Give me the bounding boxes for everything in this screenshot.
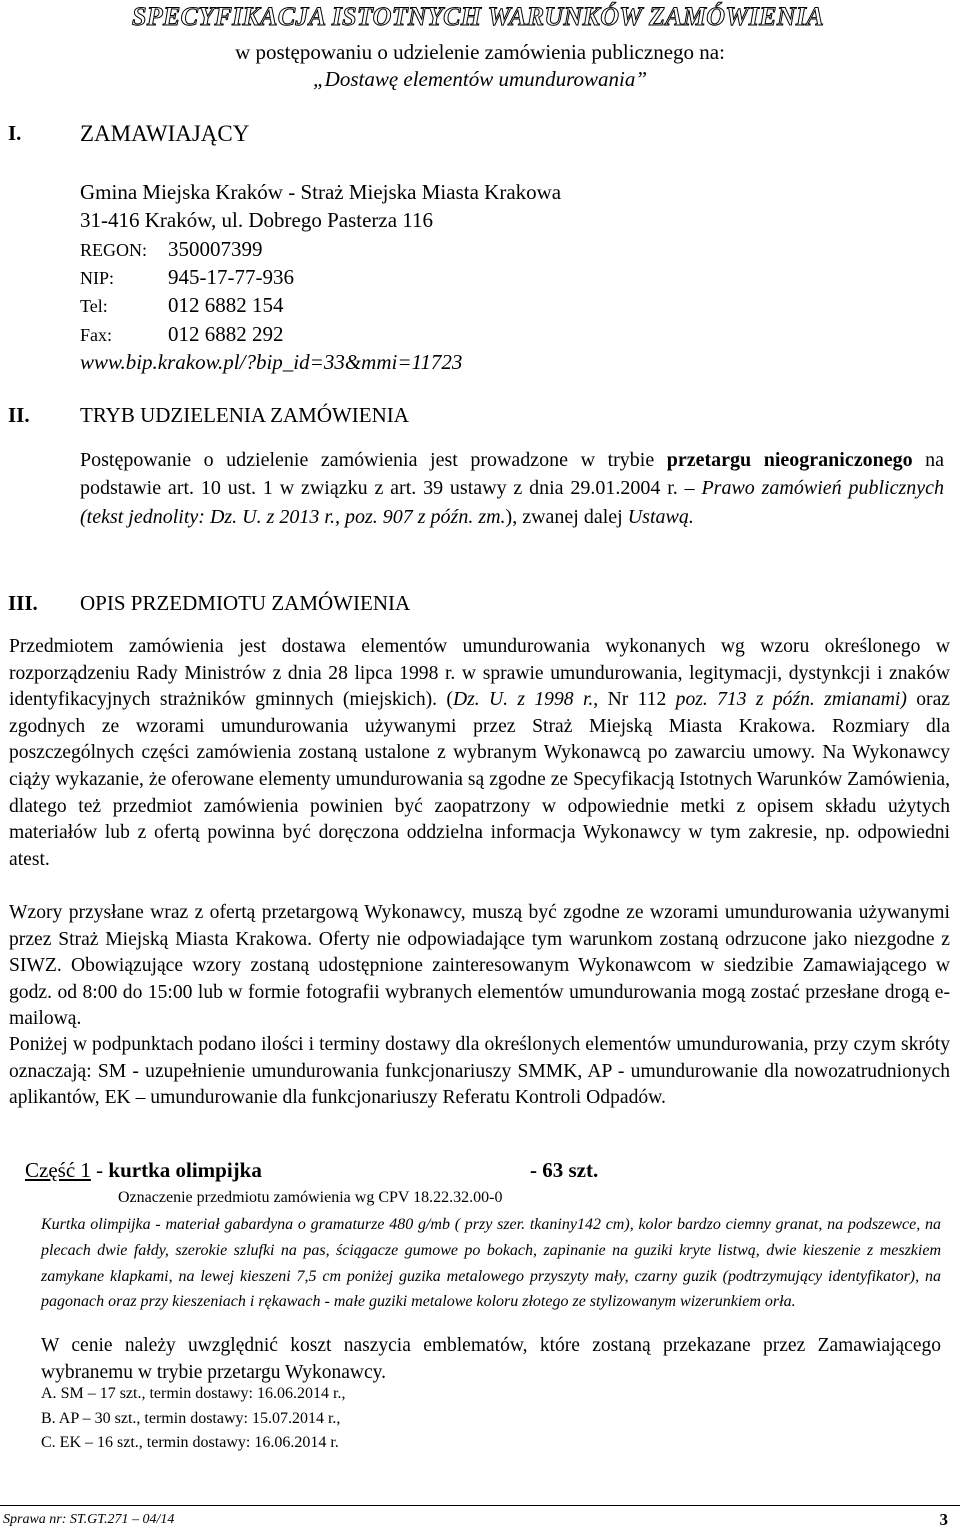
p1-part-c: , Nr 112	[593, 689, 676, 711]
tel-label: Tel:	[80, 296, 108, 316]
footer-page-number: 3	[939, 1510, 948, 1529]
tel-value: 012 6882 154	[168, 293, 284, 317]
document-subtitle: w postępowaniu o udzielenie zamówienia publicznego na:	[235, 40, 725, 64]
section-3-paragraph-2: Wzory przysłane wraz z ofertą przetargową Wykonawcy, muszą być zgodne ze wzorami umundurowania używanymi przez Straż Miejską Miasta Krakowa. Oferty nie odpowiadające tym warunkom zostaną odrzucone jako niezgodne z SIWZ. Obowiązujące wzory zostaną udostępnione zainteresowanym Wykonawcom w siedzibie Zamawiającego w godz. od 8:00 do 15:00 lub w formie fotografii wybranych elementów umundurowania mogą zostać przesłane drogą e-mailową.	[9, 902, 950, 1030]
regon-row	[80, 237, 263, 262]
nip-label: NIP:	[80, 268, 115, 288]
part-1-label: Część 1	[25, 1158, 91, 1182]
contracting-authority-name: Gmina Miejska Kraków - Straż Miejska Miasta Krakowa	[80, 180, 562, 204]
procedure-text-a: Postępowanie o udzielenie zamówienia jest prowadzone w trybie	[80, 449, 667, 471]
part-1-dash: -	[90, 1158, 109, 1182]
footer-divider	[0, 1505, 960, 1506]
regon-label: REGON:	[80, 240, 147, 260]
part-1-quantity: - 63 szt.	[530, 1158, 599, 1182]
part-1-description: Kurtka olimpijka - materiał gabardyna o gramaturze 480 g/mb ( przy szer. tkaniny142 cm), kolor bardzo ciemny granat, na podszewce, na plecach dwie fałdy, szerokie szlufki na pas, ściągacze gumowe po bokach, zapinanie na guziki kryte listwą, dwie kieszenie z meszkiem zamykane klapkami, na lewej kieszeni 7,5 cm poniżej guzika metalowego przyszyty mały, czarny guzik (podtrzymujący identyfikator), na pagonach oraz przy kieszeniach i rękawach - małe guziki metalowe koloru złotego ze stylizowanym wizerunkiem orła.	[41, 1216, 941, 1311]
delivery-item	[41, 1385, 345, 1403]
p1-part-e: oraz zgodnych ze wzorami umundurowania używanymi przez Straż Miejską Miasta Krakowa. Rozmiary dla poszczególnych części zamówienia zostaną ustalone z wybranym Wykonawcą po zawarciu umowy. Na Wykonawcy ciąży wykazanie, że oferowane elementy umundurowania są zgodne ze Specyfikacją Istotnych Warunków Zamówienia, dlatego też przedmiot zamówienia powinien być zaopatrzony w odpowiednie metki z opisem składu użytych materiałów lub z ofertą powinna być doręczona oddzielna informacja Wykonawcy w tym zakresie, np. odpowiedni atest.	[9, 689, 950, 870]
nip-value: 945-17-77-936	[168, 265, 294, 289]
fax-value: 012 6882 292	[168, 322, 284, 346]
regon-value: 350007399	[168, 237, 263, 261]
procedure-text-b: przetargu nieograniczonego	[666, 449, 913, 471]
delivery-item-letter: A.	[41, 1385, 57, 1402]
document-title: SPECYFIKACJA ISTOTNYCH WARUNKÓW ZAMÓWIENIA	[132, 2, 824, 31]
tel-row	[80, 293, 284, 318]
section-2-title: TRYB UDZIELENIA ZAMÓWIENIA	[80, 403, 409, 427]
section-1-title: ZAMAWIAJĄCY	[80, 121, 250, 146]
delivery-item-text: SM – 17 szt., termin dostawy: 16.06.2014 r.,	[60, 1385, 346, 1402]
delivery-item	[41, 1410, 340, 1428]
section-3-paragraph-1	[9, 634, 950, 873]
procedure-text-e: ), zwanej dalej	[505, 505, 628, 528]
delivery-item-letter: C.	[41, 1434, 56, 1451]
website-link[interactable]: www.bip.krakow.pl/?bip_id=33&mmi=11723	[80, 350, 463, 374]
section-1-number: I.	[8, 121, 22, 145]
part-1-name: kurtka olimpijka	[108, 1158, 262, 1182]
part-1-heading	[25, 1158, 262, 1183]
document-subject: „Dostawę elementów umundurowania”	[312, 67, 648, 91]
footer-case-number: Sprawa nr: ST.GT.271 – 04/14	[3, 1512, 175, 1527]
part-1-price-note: W cenie należy uwzględnić koszt naszycia emblematów, które zostaną przekazane przez Zamawiającego wybranemu w trybie przetargu Wykonawcy.	[41, 1335, 941, 1383]
procedure-text-f: Ustawą.	[627, 505, 694, 528]
section-3-title: OPIS PRZEDMIOTU ZAMÓWIENIA	[80, 591, 411, 615]
section-3-paragraph-3: Poniżej w podpunktach podano ilości i terminy dostawy dla określonych elementów umundurowania, przy czym skróty oznaczają: SM - uzupełnienie umundurowania funkcjonariuszy SMMK, AP - umundurowanie dla nowozatrudnionych aplikantów, EK – umundurowanie dla funkcjonariuszy Referatu Kontroli Odpadów.	[9, 1034, 950, 1109]
nip-row	[80, 265, 294, 290]
delivery-item-letter: B.	[41, 1410, 56, 1427]
part-1-cpv: Oznaczenie przedmiotu zamówienia wg CPV 18.22.32.00-0	[118, 1189, 503, 1206]
fax-row	[80, 322, 284, 347]
procedure-text-d: – Prawo zamówień publicznych (tekst jednolity: Dz. U. z 2013 r., poz. 907 z późn. zm.	[80, 477, 944, 528]
fax-label: Fax:	[80, 325, 113, 345]
delivery-item	[41, 1434, 339, 1452]
contracting-authority-address: 31-416 Kraków, ul. Dobrego Pasterza 116	[80, 208, 434, 232]
section-3-number: III.	[8, 591, 38, 615]
p1-part-d: poz. 713 z późn. zmianami)	[675, 689, 907, 711]
p1-part-b: Dz. U. z 1998 r.	[452, 689, 594, 711]
p1-part-a: Przedmiotem zamówienia jest dostawa elementów umundurowania wykonanych wg wzoru określonego w rozporządzeniu Rady Ministrów z dnia 28 lipca 1998 r. w sprawie umundurowania, legitymacji, dystynkcji i znaków identyfikacyjnych strażników gminnych (miejskich). (	[9, 636, 950, 711]
section-2-text	[80, 446, 944, 531]
delivery-item-text: AP – 30 szt., termin dostawy: 15.07.2014 r.,	[58, 1410, 341, 1427]
delivery-item-text: EK – 16 szt., termin dostawy: 16.06.2014 r.	[59, 1434, 339, 1451]
section-2-number: II.	[8, 403, 30, 427]
procedure-text-c: na podstawie art. 10 ust. 1 w związku z art. 39 ustawy z dnia 29.01.2004 r.	[80, 449, 945, 500]
